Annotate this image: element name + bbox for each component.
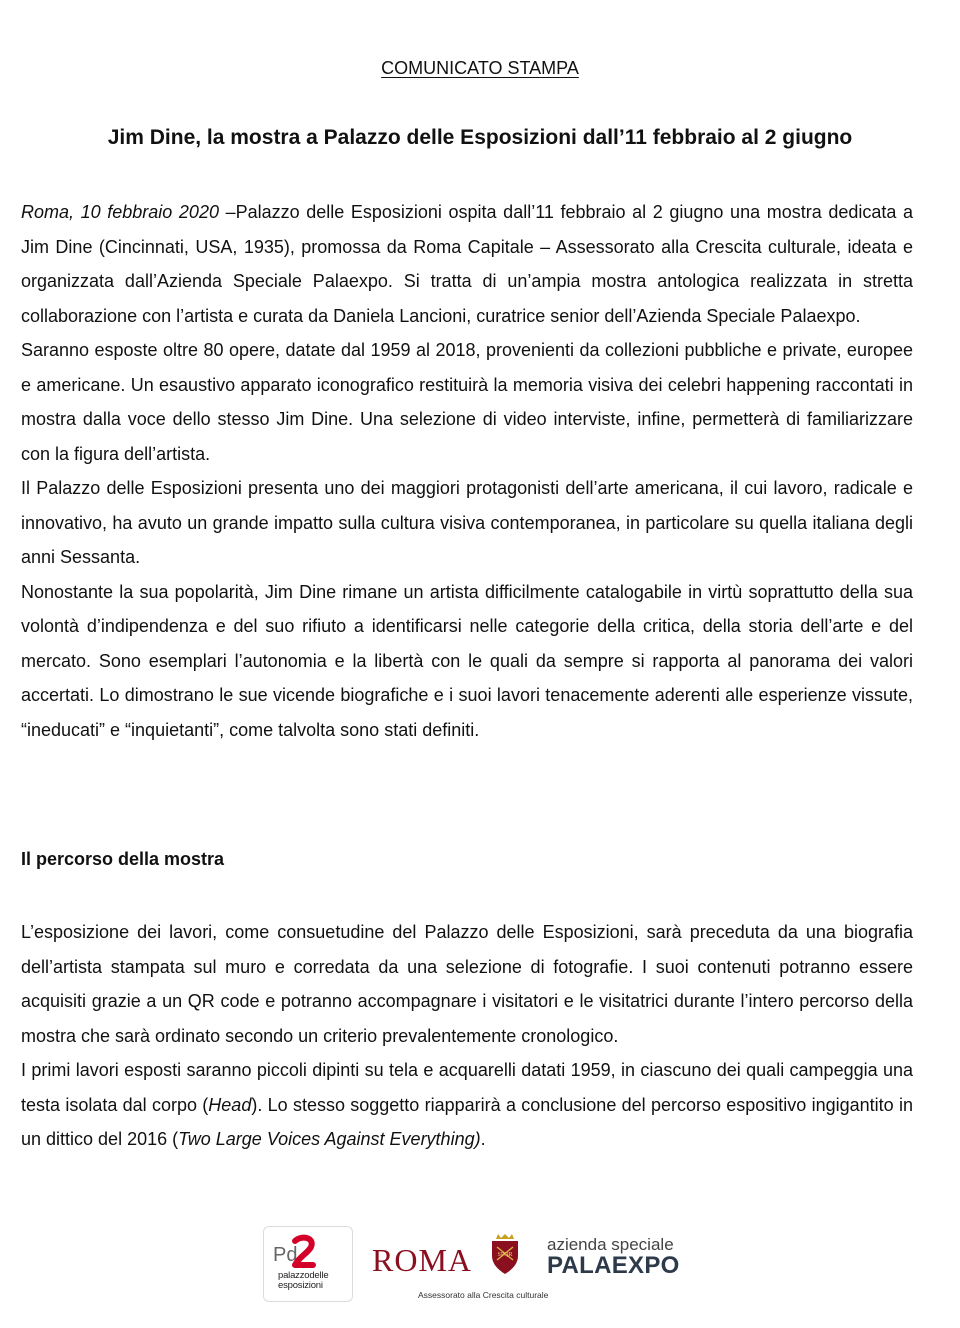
press-release-title: Jim Dine, la mostra a Palazzo delle Esposizioni dall’11 febbraio al 2 giugno bbox=[107, 126, 853, 149]
pde-name-line1: palazzodelle bbox=[278, 1270, 329, 1281]
palazzo-esposizioni-logo bbox=[263, 1226, 353, 1302]
artwork-title-diptych: Two Large Voices Against Everything) bbox=[178, 1129, 481, 1149]
roma-subtitle: Assessorato alla Crescita culturale bbox=[418, 1290, 549, 1300]
pde-name-line2: esposizioni bbox=[278, 1280, 323, 1291]
first-works-text-end: . bbox=[480, 1129, 486, 1149]
sponsor-logos bbox=[0, 1222, 960, 1328]
section-text-block bbox=[21, 915, 913, 1157]
roma-wordmark: ROMA bbox=[372, 1242, 473, 1278]
svg-text:SPQR: SPQR bbox=[497, 1252, 513, 1258]
route-paragraph: L’esposizione dei lavori, come consuetudine del Palazzo delle Esposizioni, sarà preceduta da una biografia dell’artista stampata sul muro e corredata da una selezione di fotografie. I suoi contenuti potranno essere acquisiti grazie a un QR code e potranno accompagnare i visitatori e le visitatrici durante l’intero percorso della mostra che sarà ordinato secondo un criterio prevalentemente cronologico. bbox=[21, 922, 913, 1046]
independence-paragraph: Nonostante la sua popolarità, Jim Dine rimane un artista difficilmente catalogabile in virtù soprattutto della sua volontà d’indipendenza e del suo rifiuto a identificarsi nelle categorie della critica, della storia dell’arte e del mercato. Sono esemplari l’autonomia e la libertà con le quali da sempre si rapporta al panorama dei valori accertati. Lo dimostrano le sue vicende biografiche e i suoi lavori tenacemente aderenti alle esperienze vissute, “ineducati” e “inquietanti”, come talvolta sono stati definiti. bbox=[21, 581, 913, 740]
intro-text-block bbox=[21, 195, 913, 747]
intro-paragraph bbox=[21, 195, 913, 333]
palaexpo-wordmark: PALAEXPO bbox=[547, 1252, 680, 1279]
first-works-paragraph bbox=[21, 1053, 913, 1157]
works-paragraph: Saranno esposte oltre 80 opere, datate dal 1959 al 2018, provenienti da collezioni pubbliche e private, europee e americane. Un esaustivo apparato iconografico restituirà la memoria visiva dei celebri happening raccontati in mostra dalla voce dello stesso Jim Dine. Una selezione di video interviste, infine, permetterà di familiarizzare con la figura dell’artista. bbox=[21, 340, 913, 464]
section-heading: Il percorso della mostra bbox=[21, 849, 225, 869]
intro-paragraph-text: –Palazzo delle Esposizioni ospita dall’11 febbraio al 2 giugno una mostra dedicata a Jim Dine (Cincinnati, USA, 1935), promossa da Roma Capitale – Assessorato alla Crescita culturale, ideata e organizzata dall’Azienda Speciale Palaexpo. Si tratta di un’ampia mostra antologica realizzata in stretta collaborazione con l’artista e curata da Daniela Lancioni, curatrice senior dell’Azienda Speciale Palaexpo. bbox=[21, 202, 913, 326]
palazzo-esposizioni-wordmark bbox=[278, 1271, 352, 1291]
document-type-label: COMUNICATO STAMPA bbox=[381, 58, 579, 78]
palaexpo-logo bbox=[547, 1236, 680, 1278]
palazzo-esposizioni-monogram-icon bbox=[271, 1233, 319, 1273]
artwork-title-head: Head bbox=[208, 1094, 252, 1115]
first-works-text-cont: ). Lo stesso soggetto riapparirà a conclusione del percorso espositivo ingigantito in un dittico del 2016 ( bbox=[21, 1094, 913, 1149]
roma-crest-icon bbox=[489, 1234, 521, 1274]
palaexpo-tagline: azienda speciale bbox=[547, 1235, 674, 1254]
svg-text:Pd: Pd bbox=[273, 1244, 298, 1266]
dateline: Roma, 10 febbraio 2020 bbox=[21, 202, 219, 222]
significance-paragraph: Il Palazzo delle Esposizioni presenta uno dei maggiori protagonisti dell’arte americana, il cui lavoro, radicale e innovativo, ha avuto un grande impatto sulla cultura visiva contemporanea, in particolare su quella italiana degli anni Sessanta. bbox=[21, 478, 913, 567]
first-works-text: I primi lavori esposti saranno piccoli dipinti su tela e acquarelli datati 1959, in ciascuno dei quali campeggia una testa isolata dal corpo ( bbox=[21, 1060, 913, 1115]
